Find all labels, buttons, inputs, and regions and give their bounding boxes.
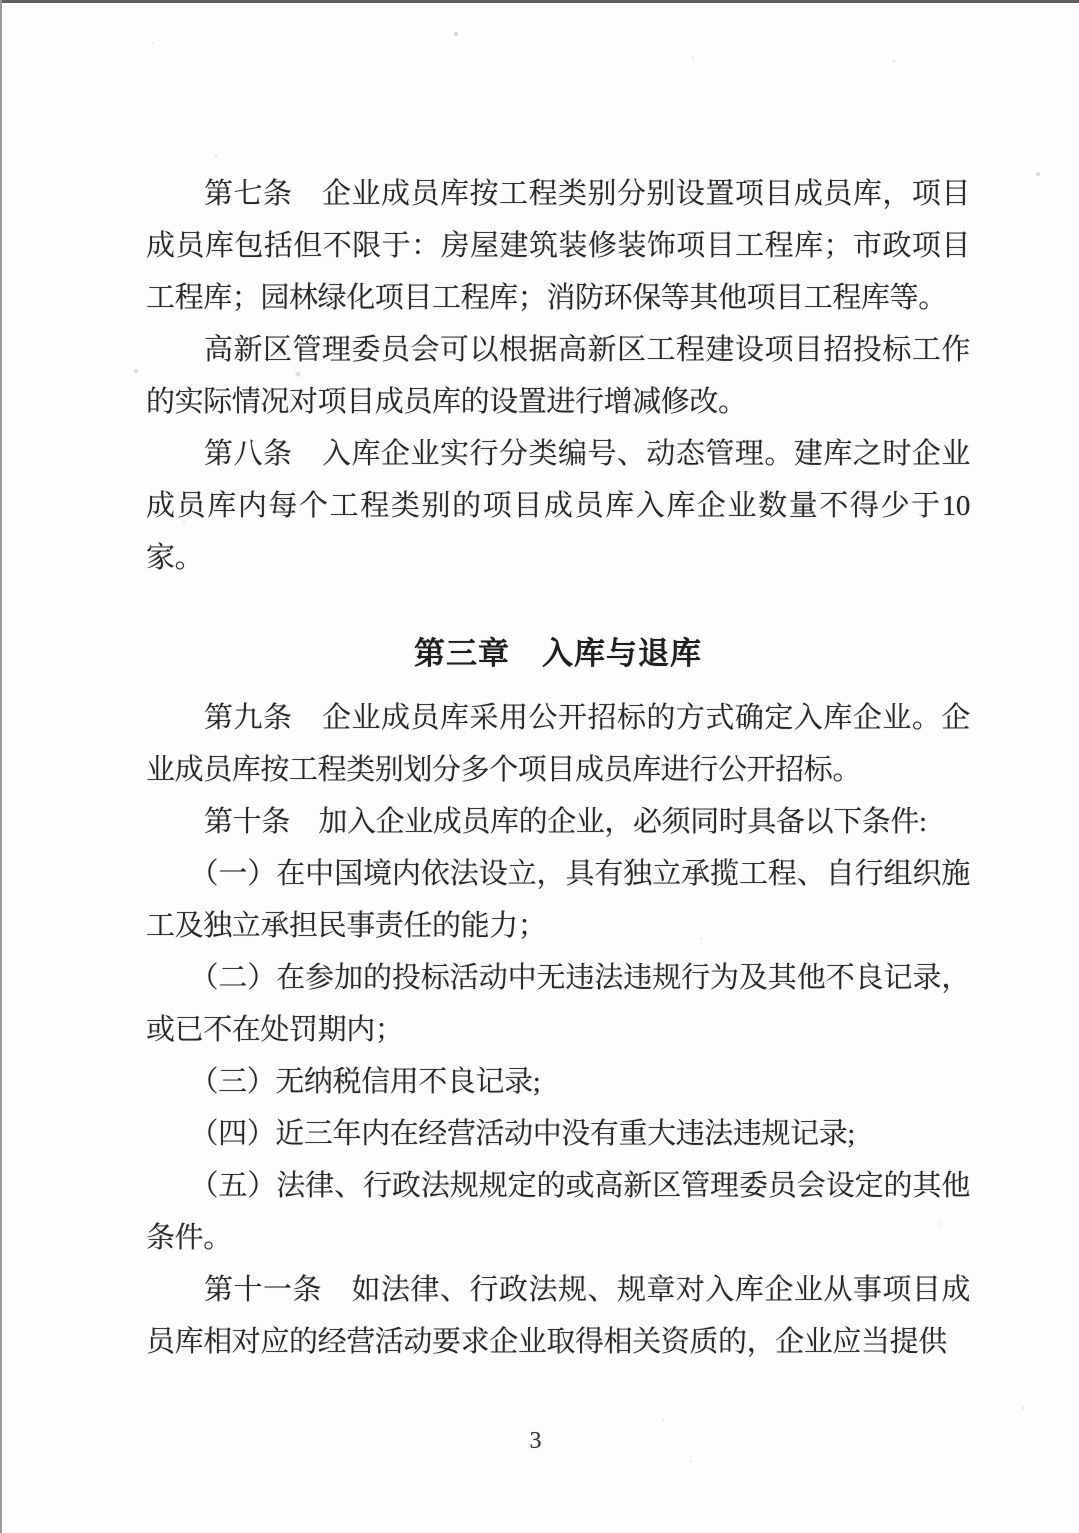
paragraph: 第九条 企业成员库采用公开招标的方式确定入库企业。企业成员库按工程类别划分多个项目成员库进行公开招标。 — [146, 702, 970, 786]
document-content — [146, 168, 970, 1368]
page-footer — [0, 1428, 1079, 1455]
paragraph: （二）在参加的投标活动中无违法违规行为及其他不良记录，或已不在处罚期内； — [146, 962, 970, 1046]
page-number: 3 — [529, 1428, 542, 1454]
scan-specks — [0, 0, 2, 2]
paragraph: 高新区管理委员会可以根据高新区工程建设项目招投标工作的实际情况对项目成员库的设置进行增减修改。 — [146, 334, 970, 418]
scan-border-left — [0, 0, 2, 1533]
paragraph: 第十一条 如法律、行政法规、规章对入库企业从事项目成员库相对应的经营活动要求企业取得相关资质的，企业应当提供 — [146, 1274, 970, 1358]
chapter-heading: 第三章 入库与退库 — [414, 636, 702, 671]
paragraph: 第十条 加入企业成员库的企业，必须同时具备以下条件: — [204, 806, 927, 838]
paragraph: （三）无纳税信用不良记录; — [189, 1066, 541, 1098]
paragraph: 第八条 入库企业实行分类编号、动态管理。建库之时企业成员库内每个工程类别的项目成员库入库企业数量不得少于10家。 — [146, 438, 970, 574]
scan-border-top — [0, 0, 1079, 3]
paragraph: （四）近三年内在经营活动中没有重大违法违规记录; — [189, 1118, 855, 1150]
paragraph: 第七条 企业成员库按工程类别分别设置项目成员库，项目成员库包括但不限于：房屋建筑装修装饰项目工程库；市政项目工程库；园林绿化项目工程库；消防环保等其他项目工程库等。 — [146, 178, 970, 314]
paragraph: （五）法律、行政法规规定的或高新区管理委员会设定的其他条件。 — [146, 1170, 970, 1254]
paragraph: （一）在中国境内依法设立，具有独立承揽工程、自行组织施工及独立承担民事责任的能力； — [146, 858, 970, 942]
